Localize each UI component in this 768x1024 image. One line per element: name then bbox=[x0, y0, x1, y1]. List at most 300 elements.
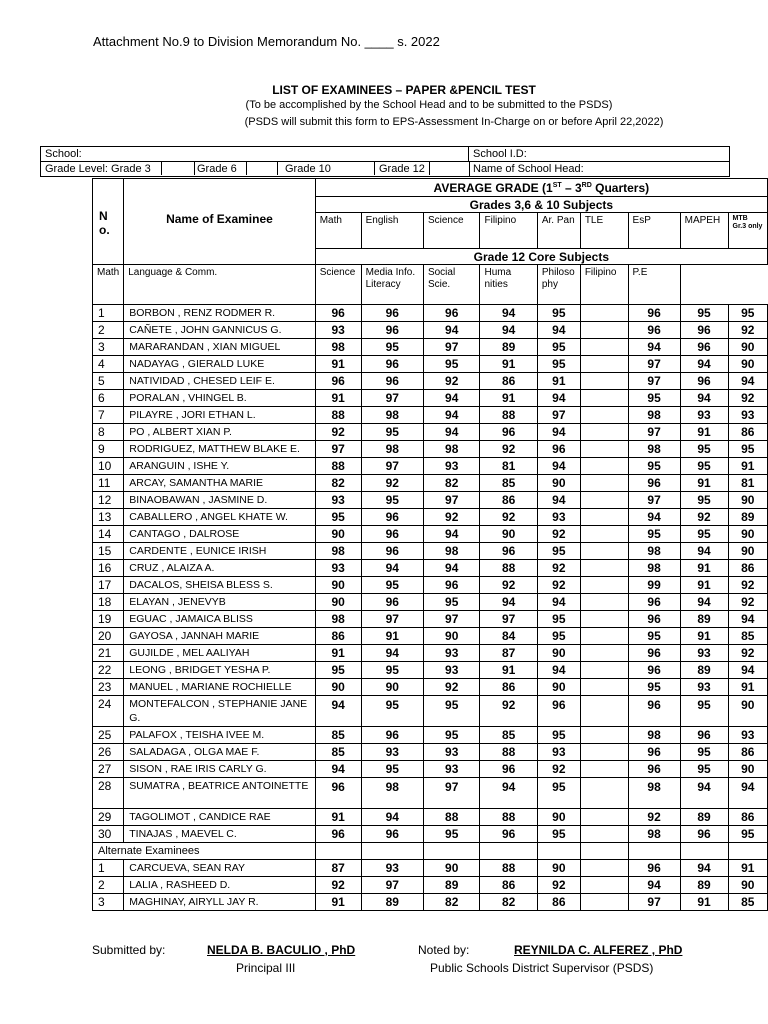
grade-cell: 90 bbox=[728, 543, 768, 560]
examinee-name: CARDENTE , EUNICE IRISH bbox=[124, 543, 315, 560]
grade-cell: 98 bbox=[628, 727, 680, 744]
grade-cell bbox=[580, 809, 628, 826]
grade-cell bbox=[580, 761, 628, 778]
grade6-label: Grade 6 bbox=[197, 163, 237, 175]
grade-cell: 96 bbox=[423, 305, 480, 322]
subject-header: MTB Gr.3 only bbox=[728, 213, 768, 249]
row-number: 14 bbox=[93, 526, 124, 543]
examinee-name: BINAOBAWAN , JASMINE D. bbox=[124, 492, 315, 509]
grade-cell: 93 bbox=[315, 492, 361, 509]
grade-cell: 92 bbox=[537, 761, 580, 778]
grade-cell: 98 bbox=[628, 441, 680, 458]
grade-cell: 95 bbox=[680, 458, 728, 475]
row-number: 22 bbox=[93, 662, 124, 679]
examinee-row bbox=[93, 778, 768, 809]
examinee-row bbox=[93, 322, 768, 339]
examinee-row bbox=[93, 390, 768, 407]
grade-cell: 90 bbox=[315, 594, 361, 611]
examinee-name: GUJILDE , MEL AALIYAH bbox=[124, 645, 315, 662]
grade-cell: 91 bbox=[680, 894, 728, 911]
row-number: 19 bbox=[93, 611, 124, 628]
grade-cell: 90 bbox=[537, 645, 580, 662]
grade-cell: 91 bbox=[680, 560, 728, 577]
grade-cell bbox=[580, 407, 628, 424]
grade-cell: 93 bbox=[537, 509, 580, 526]
grade-cell: 95 bbox=[680, 761, 728, 778]
grade-cell bbox=[580, 877, 628, 894]
grade-cell: 94 bbox=[480, 305, 537, 322]
grade-cell: 96 bbox=[628, 594, 680, 611]
grade-cell: 94 bbox=[537, 492, 580, 509]
grade-cell: 92 bbox=[480, 577, 537, 594]
grade-cell: 94 bbox=[315, 696, 361, 727]
grade-cell: 96 bbox=[361, 373, 423, 390]
grade-cell: 94 bbox=[480, 594, 537, 611]
grade6-checkbox[interactable] bbox=[246, 162, 278, 175]
grade-cell: 90 bbox=[423, 860, 480, 877]
grade-cell bbox=[580, 577, 628, 594]
grade-cell: 91 bbox=[680, 577, 728, 594]
examinee-name: MAGHINAY, AIRYLL JAY R. bbox=[124, 894, 315, 911]
grade-cell: 97 bbox=[315, 441, 361, 458]
grade-cell: 82 bbox=[423, 475, 480, 492]
grade-cell: 91 bbox=[480, 662, 537, 679]
subject-header: Math bbox=[315, 213, 361, 249]
grade-cell: 96 bbox=[315, 373, 361, 390]
grade-cell: 95 bbox=[628, 526, 680, 543]
grade-cell: 96 bbox=[628, 696, 680, 727]
grade-cell: 95 bbox=[423, 826, 480, 843]
grade-cell: 96 bbox=[480, 543, 537, 560]
subject-header: TLE bbox=[580, 213, 628, 249]
grade3-checkbox[interactable] bbox=[161, 162, 195, 175]
row-number: 24 bbox=[93, 696, 124, 727]
grade-cell: 96 bbox=[680, 322, 728, 339]
grade-cell: 93 bbox=[423, 761, 480, 778]
row-number: 18 bbox=[93, 594, 124, 611]
grade-cell: 85 bbox=[728, 628, 768, 645]
row-number: 29 bbox=[93, 809, 124, 826]
grade-cell: 95 bbox=[423, 594, 480, 611]
grade-cell: 96 bbox=[628, 305, 680, 322]
grade-cell: 85 bbox=[480, 727, 537, 744]
row-number: 9 bbox=[93, 441, 124, 458]
row-number: 4 bbox=[93, 356, 124, 373]
examinee-row bbox=[93, 696, 768, 727]
grade-cell: 89 bbox=[480, 339, 537, 356]
grade-cell: 96 bbox=[315, 305, 361, 322]
grade-cell: 94 bbox=[628, 509, 680, 526]
grade-cell: 95 bbox=[728, 441, 768, 458]
grade-cell: 95 bbox=[537, 339, 580, 356]
grade-cell: 91 bbox=[680, 628, 728, 645]
row-number: 10 bbox=[93, 458, 124, 475]
grade-cell: 96 bbox=[361, 526, 423, 543]
grade10-checkbox[interactable] bbox=[336, 162, 375, 175]
noter-name: REYNILDA C. ALFEREZ , PhD bbox=[514, 943, 683, 957]
grade-cell: 98 bbox=[628, 826, 680, 843]
examinee-name: RODRIGUEZ, MATTHEW BLAKE E. bbox=[124, 441, 315, 458]
grade-cell: 96 bbox=[628, 761, 680, 778]
examinee-row bbox=[93, 543, 768, 560]
name-header: Name of Examinee bbox=[166, 212, 273, 226]
grade-cell: 95 bbox=[361, 761, 423, 778]
grade-cell: 95 bbox=[423, 356, 480, 373]
grade-cell: 88 bbox=[480, 744, 537, 761]
grade-cell: 91 bbox=[315, 809, 361, 826]
grade-cell: 95 bbox=[315, 662, 361, 679]
grade-cell: 93 bbox=[537, 744, 580, 761]
grades-3-6-10-header: Grades 3,6 & 10 Subjects bbox=[315, 197, 767, 213]
grade-cell: 97 bbox=[480, 611, 537, 628]
examinee-row bbox=[93, 594, 768, 611]
grade-cell: 96 bbox=[480, 761, 537, 778]
grade-cell: 95 bbox=[423, 727, 480, 744]
grade-cell: 95 bbox=[680, 744, 728, 761]
examinee-name: TINAJAS , MAEVEL C. bbox=[124, 826, 315, 843]
row-number: 20 bbox=[93, 628, 124, 645]
grade-cell bbox=[580, 662, 628, 679]
grade-cell: 96 bbox=[537, 441, 580, 458]
grade-cell: 98 bbox=[361, 441, 423, 458]
grade-cell: 94 bbox=[315, 761, 361, 778]
grade-cell: 90 bbox=[315, 679, 361, 696]
average-grade-header: AVERAGE GRADE (1ST – 3RD Quarters) bbox=[315, 179, 767, 197]
grade-cell bbox=[580, 645, 628, 662]
examinee-name: MANUEL , MARIANE ROCHIELLE bbox=[124, 679, 315, 696]
examinee-row bbox=[93, 727, 768, 744]
grade-cell: 99 bbox=[628, 577, 680, 594]
examinee-name: BORBON , RENZ RODMER R. bbox=[124, 305, 315, 322]
grade-cell: 97 bbox=[423, 778, 480, 809]
school-info-box bbox=[40, 146, 730, 177]
grade-cell: 96 bbox=[628, 645, 680, 662]
grade-cell bbox=[580, 696, 628, 727]
grade-cell: 96 bbox=[361, 322, 423, 339]
grade-cell: 88 bbox=[423, 809, 480, 826]
grade-cell: 95 bbox=[628, 628, 680, 645]
examinee-name: PO , ALBERT XIAN P. bbox=[124, 424, 315, 441]
grade-cell bbox=[580, 843, 628, 860]
grade-cell: 97 bbox=[423, 339, 480, 356]
school-head-field[interactable]: Name of School Head: bbox=[473, 163, 584, 175]
grade-cell: 91 bbox=[680, 475, 728, 492]
grade-cell: 96 bbox=[628, 611, 680, 628]
grade-cell: 98 bbox=[628, 543, 680, 560]
grade-cell: 96 bbox=[315, 826, 361, 843]
examinee-name: GAYOSA , JANNAH MARIE bbox=[124, 628, 315, 645]
examinee-row bbox=[93, 662, 768, 679]
grade-cell: 97 bbox=[628, 356, 680, 373]
grade-cell: 94 bbox=[480, 778, 537, 809]
grade-cell bbox=[315, 843, 361, 860]
grade-cell bbox=[580, 826, 628, 843]
grade-cell: 95 bbox=[680, 526, 728, 543]
grade-cell: 92 bbox=[728, 645, 768, 662]
grade-cell: 95 bbox=[315, 509, 361, 526]
grade-cell bbox=[580, 305, 628, 322]
grade-cell: 92 bbox=[423, 509, 480, 526]
grade-cell: 85 bbox=[480, 475, 537, 492]
grade-cell: 95 bbox=[537, 543, 580, 560]
grade-cell: 90 bbox=[480, 526, 537, 543]
examinee-row bbox=[93, 809, 768, 826]
grade-cell: 90 bbox=[537, 809, 580, 826]
examinee-name: MONTEFALCON , STEPHANIE JANE G. bbox=[124, 696, 315, 727]
grade-cell: 96 bbox=[680, 373, 728, 390]
grade-cell: 95 bbox=[423, 696, 480, 727]
grade-cell: 93 bbox=[315, 560, 361, 577]
grade-cell bbox=[580, 509, 628, 526]
grade-cell: 91 bbox=[315, 390, 361, 407]
grade-cell: 89 bbox=[361, 894, 423, 911]
grade-cell bbox=[361, 843, 423, 860]
grade-cell: 96 bbox=[628, 662, 680, 679]
grade-cell: 94 bbox=[680, 860, 728, 877]
grade-cell: 92 bbox=[315, 424, 361, 441]
row-number: 23 bbox=[93, 679, 124, 696]
examinee-row bbox=[93, 611, 768, 628]
grade-cell: 95 bbox=[537, 778, 580, 809]
form-subtitle-1: (To be accomplished by the School Head and to be submitted to the PSDS) bbox=[245, 99, 613, 111]
grade-cell: 93 bbox=[361, 744, 423, 761]
grade-cell: 98 bbox=[423, 441, 480, 458]
grade-cell: 96 bbox=[361, 356, 423, 373]
grade-cell bbox=[580, 526, 628, 543]
grade-cell: 95 bbox=[361, 577, 423, 594]
grade-cell: 94 bbox=[537, 662, 580, 679]
examinee-row bbox=[93, 492, 768, 509]
grade-cell: 96 bbox=[628, 475, 680, 492]
examinee-name: CANTAGO , DALROSE bbox=[124, 526, 315, 543]
grade-cell: 88 bbox=[480, 809, 537, 826]
noter-title: Public Schools District Supervisor (PSDS) bbox=[430, 961, 654, 975]
grade-cell: 94 bbox=[680, 356, 728, 373]
grade-cell: 96 bbox=[537, 696, 580, 727]
grade-cell: 88 bbox=[480, 560, 537, 577]
row-number: 28 bbox=[93, 778, 124, 809]
examinee-row bbox=[93, 424, 768, 441]
noted-by-label: Noted by: bbox=[418, 943, 470, 957]
examinee-row bbox=[93, 577, 768, 594]
school-field[interactable]: School: bbox=[41, 147, 469, 162]
grade-cell: 94 bbox=[680, 390, 728, 407]
grade-cell: 82 bbox=[315, 475, 361, 492]
alternate-row bbox=[93, 860, 768, 877]
grade-cell: 95 bbox=[361, 696, 423, 727]
grade-cell: 93 bbox=[728, 727, 768, 744]
grade-cell bbox=[580, 424, 628, 441]
grade-cell: 85 bbox=[728, 894, 768, 911]
grade-cell: 86 bbox=[728, 809, 768, 826]
examinee-row bbox=[93, 509, 768, 526]
grade-cell: 86 bbox=[480, 877, 537, 894]
grade-cell: 82 bbox=[423, 894, 480, 911]
grade-cell: 92 bbox=[728, 577, 768, 594]
grade-cell: 95 bbox=[728, 305, 768, 322]
core-subject-header: Social Scie. bbox=[423, 265, 480, 305]
grade-cell: 95 bbox=[361, 339, 423, 356]
grade-cell: 96 bbox=[628, 744, 680, 761]
grade-cell: 94 bbox=[423, 322, 480, 339]
grade-cell: 95 bbox=[628, 679, 680, 696]
grade-cell: 93 bbox=[423, 458, 480, 475]
no-header: N o. bbox=[99, 209, 110, 237]
examinee-name: ARCAY, SAMANTHA MARIE bbox=[124, 475, 315, 492]
grade-cell: 94 bbox=[423, 560, 480, 577]
row-number: 27 bbox=[93, 761, 124, 778]
grade-cell: 95 bbox=[680, 696, 728, 727]
row-number: 1 bbox=[93, 860, 124, 877]
examinee-name: NATIVIDAD , CHESED LEIF E. bbox=[124, 373, 315, 390]
row-number: 16 bbox=[93, 560, 124, 577]
subject-header: English bbox=[361, 213, 423, 249]
examinee-row bbox=[93, 305, 768, 322]
row-number: 30 bbox=[93, 826, 124, 843]
grade-cell: 86 bbox=[728, 424, 768, 441]
grade-cell: 92 bbox=[423, 679, 480, 696]
grade-cell: 95 bbox=[628, 390, 680, 407]
grade-cell: 92 bbox=[728, 322, 768, 339]
grade-cell: 96 bbox=[423, 577, 480, 594]
school-id-field[interactable]: School I.D: bbox=[469, 147, 729, 162]
examinee-name: PILAYRE , JORI ETHAN L. bbox=[124, 407, 315, 424]
grade-cell: 96 bbox=[361, 594, 423, 611]
grade-cell: 86 bbox=[480, 679, 537, 696]
grade-cell: 89 bbox=[728, 509, 768, 526]
grade-cell: 94 bbox=[361, 645, 423, 662]
subject-header: Filipino bbox=[480, 213, 537, 249]
grade-cell bbox=[580, 356, 628, 373]
grade-cell bbox=[580, 390, 628, 407]
examinee-name: ARANGUIN , ISHE Y. bbox=[124, 458, 315, 475]
submitted-by-label: Submitted by: bbox=[92, 943, 166, 957]
row-number: 17 bbox=[93, 577, 124, 594]
grade-cell bbox=[580, 860, 628, 877]
grade-cell: 92 bbox=[537, 526, 580, 543]
row-number: 11 bbox=[93, 475, 124, 492]
examinees-table bbox=[92, 178, 768, 911]
grade-cell: 95 bbox=[680, 492, 728, 509]
grade-cell: 95 bbox=[628, 458, 680, 475]
grade-cell: 90 bbox=[537, 679, 580, 696]
grade-cell: 94 bbox=[728, 373, 768, 390]
examinee-row bbox=[93, 373, 768, 390]
grade-cell: 94 bbox=[361, 809, 423, 826]
grade-cell: 94 bbox=[537, 390, 580, 407]
grade-cell bbox=[580, 475, 628, 492]
grade-cell: 94 bbox=[423, 390, 480, 407]
grade-cell: 92 bbox=[423, 373, 480, 390]
examinee-name: LALIA , RASHEED D. bbox=[124, 877, 315, 894]
grade-cell: 96 bbox=[480, 424, 537, 441]
grade-cell: 98 bbox=[628, 407, 680, 424]
grade-cell: 95 bbox=[361, 662, 423, 679]
grade-cell: 94 bbox=[480, 322, 537, 339]
grade-cell: 96 bbox=[680, 727, 728, 744]
row-number: 3 bbox=[93, 339, 124, 356]
examinee-row bbox=[93, 744, 768, 761]
grade-cell: 92 bbox=[480, 696, 537, 727]
grade-cell: 90 bbox=[537, 860, 580, 877]
grade-cell: 97 bbox=[361, 458, 423, 475]
grade-cell: 89 bbox=[680, 611, 728, 628]
grade-cell bbox=[480, 843, 537, 860]
subject-header: Science bbox=[423, 213, 480, 249]
grade-cell bbox=[580, 441, 628, 458]
examinee-name: SUMATRA , BEATRICE ANTOINETTE bbox=[124, 778, 315, 809]
examinee-row bbox=[93, 826, 768, 843]
grade-cell: 89 bbox=[680, 877, 728, 894]
row-number: 15 bbox=[93, 543, 124, 560]
grade-cell bbox=[580, 594, 628, 611]
grade-cell: 96 bbox=[361, 826, 423, 843]
grade-cell: 95 bbox=[728, 826, 768, 843]
grade-cell: 89 bbox=[423, 877, 480, 894]
row-number: 26 bbox=[93, 744, 124, 761]
grade-cell: 94 bbox=[423, 526, 480, 543]
examinee-name: NADAYAG , GIERALD LUKE bbox=[124, 356, 315, 373]
grade-cell: 92 bbox=[537, 877, 580, 894]
grade-cell: 95 bbox=[537, 611, 580, 628]
grade-cell: 88 bbox=[315, 458, 361, 475]
row-number: 1 bbox=[93, 305, 124, 322]
core-subject-header: Philoso phy bbox=[537, 265, 580, 305]
grade-cell: 86 bbox=[728, 560, 768, 577]
grade-cell: 96 bbox=[315, 778, 361, 809]
row-number: 21 bbox=[93, 645, 124, 662]
examinee-row bbox=[93, 761, 768, 778]
core-subject-header: P.E bbox=[628, 265, 680, 305]
grade-cell bbox=[580, 727, 628, 744]
grade-cell: 96 bbox=[361, 543, 423, 560]
row-number: 2 bbox=[93, 322, 124, 339]
grade-cell: 92 bbox=[728, 390, 768, 407]
grade-cell: 90 bbox=[728, 339, 768, 356]
grade-cell: 94 bbox=[361, 560, 423, 577]
grade-cell bbox=[537, 843, 580, 860]
grade-cell: 94 bbox=[537, 594, 580, 611]
examinee-row bbox=[93, 475, 768, 492]
grade-cell: 91 bbox=[480, 390, 537, 407]
grade-cell: 98 bbox=[628, 560, 680, 577]
examinee-name: PALAFOX , TEISHA IVEE M. bbox=[124, 727, 315, 744]
grade-cell: 95 bbox=[680, 305, 728, 322]
row-number: 12 bbox=[93, 492, 124, 509]
row-number: 7 bbox=[93, 407, 124, 424]
attachment-line: Attachment No.9 to Division Memorandum No. ____ s. 2022 bbox=[93, 34, 440, 49]
grade-cell: 93 bbox=[423, 645, 480, 662]
alternate-row bbox=[93, 894, 768, 911]
grade-cell: 94 bbox=[728, 611, 768, 628]
grade-level-label: Grade Level: Grade 3 bbox=[45, 163, 151, 175]
submitter-title: Principal III bbox=[236, 961, 296, 975]
grade-cell: 97 bbox=[423, 492, 480, 509]
grade-cell: 95 bbox=[537, 305, 580, 322]
grade-cell bbox=[628, 843, 680, 860]
grade-cell: 87 bbox=[480, 645, 537, 662]
subject-header: Ar. Pan bbox=[537, 213, 580, 249]
grade-cell: 93 bbox=[680, 645, 728, 662]
grade-cell: 94 bbox=[537, 424, 580, 441]
grade-cell: 93 bbox=[680, 407, 728, 424]
grade-cell: 94 bbox=[628, 877, 680, 894]
grade-cell: 94 bbox=[728, 662, 768, 679]
grade-cell: 97 bbox=[537, 407, 580, 424]
core-subject-header: Media Info. Literacy bbox=[361, 265, 423, 305]
grade12-checkbox[interactable] bbox=[429, 162, 468, 175]
examinee-row bbox=[93, 339, 768, 356]
